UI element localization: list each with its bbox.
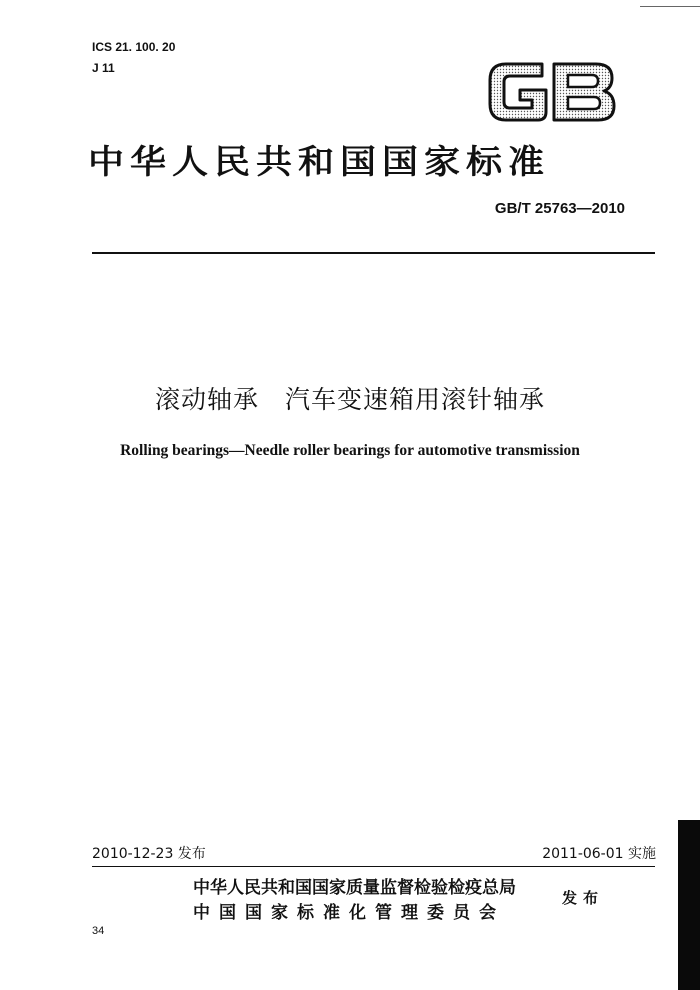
document-title-chinese: 滚动轴承 汽车变速箱用滚针轴承 bbox=[154, 385, 545, 414]
issuer-sac: 中国国家标准化管理委员会 bbox=[193, 903, 505, 923]
classification-code: J 11 bbox=[92, 61, 115, 75]
standard-number: GB/T 25763—2010 bbox=[494, 200, 625, 217]
edge-tab-marker bbox=[678, 820, 700, 990]
issuer-aqsiq: 中华人民共和国国家质量监督检验检疫总局 bbox=[193, 878, 516, 898]
header-divider bbox=[92, 252, 655, 254]
corner-scan-line bbox=[640, 6, 700, 7]
publish-label: 发布 bbox=[562, 889, 605, 907]
issue-date: 2010-12-23 发布 bbox=[92, 846, 206, 862]
implementation-date: 2011-06-01 实施 bbox=[542, 846, 656, 862]
ics-code: ICS 21. 100. 20 bbox=[92, 40, 176, 54]
footer-divider bbox=[92, 866, 655, 867]
national-standard-title: 中华人民共和国国家标准 bbox=[88, 142, 551, 182]
gb-logo bbox=[484, 56, 620, 126]
document-title-english: Rolling bearings—Needle roller bearings for automotive transmission bbox=[120, 442, 580, 459]
page-number: 34 bbox=[92, 925, 105, 937]
